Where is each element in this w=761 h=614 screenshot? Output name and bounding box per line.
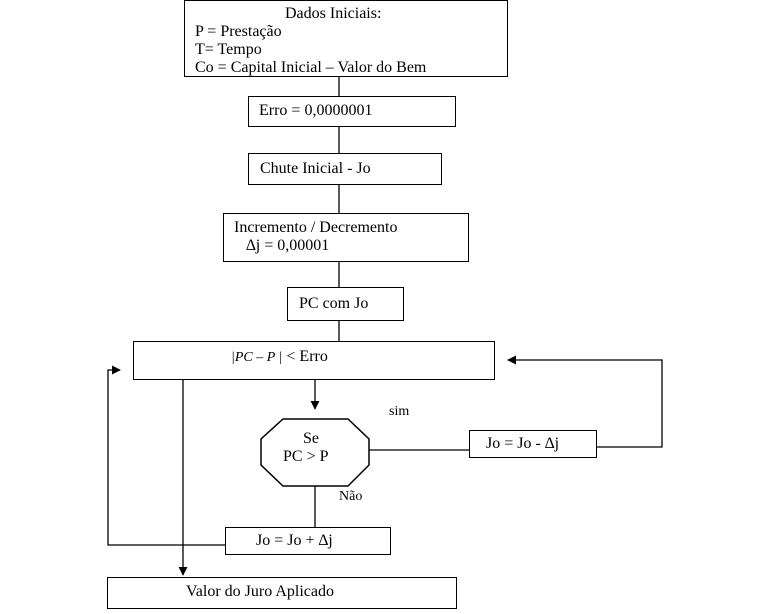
jo-mais-label: Jo = Jo + ∆j	[256, 532, 333, 549]
erro-box	[248, 96, 456, 127]
teste-erro-expression: |PC – P |	[231, 350, 283, 365]
incremento-box	[223, 213, 469, 262]
dados-iniciais-line-co: Co = Capital Inicial – Valor do Bem	[195, 59, 427, 76]
decisao-node	[261, 418, 369, 486]
teste-erro-label	[231, 348, 494, 367]
teste-erro-suffix: < Erro	[286, 348, 328, 365]
incremento-line1: Incremento / Decremento	[234, 219, 398, 236]
chute-inicial-box	[248, 153, 442, 185]
dados-iniciais-line-p: P = Prestação	[195, 23, 282, 40]
decisao-line1: Se	[303, 430, 319, 447]
pc-com-jo-box	[287, 287, 404, 321]
chute-inicial-label: Chute Inicial - Jo	[260, 160, 371, 177]
resultado-box	[107, 577, 457, 609]
teste-erro-box	[133, 341, 495, 380]
edge-label-nao: Não	[339, 489, 363, 504]
pc-com-jo-label: PC com Jo	[299, 295, 369, 312]
jo-mais-box	[225, 527, 391, 555]
incremento-line2: ∆j = 0,00001	[246, 237, 330, 254]
dados-iniciais-title: Dados Iniciais:	[285, 5, 382, 22]
connector-jo-mais-loop	[108, 370, 225, 545]
edge-label-sim: sim	[389, 404, 410, 419]
decisao-line2: PC > P	[283, 448, 329, 465]
jo-menos-label: Jo = Jo - ∆j	[486, 435, 560, 452]
dados-iniciais-line-t: T= Tempo	[195, 41, 262, 58]
jo-menos-box	[469, 430, 597, 458]
erro-label: Erro = 0,0000001	[259, 102, 373, 119]
resultado-label: Valor do Juro Aplicado	[186, 583, 334, 600]
dados-iniciais-box	[184, 0, 508, 77]
